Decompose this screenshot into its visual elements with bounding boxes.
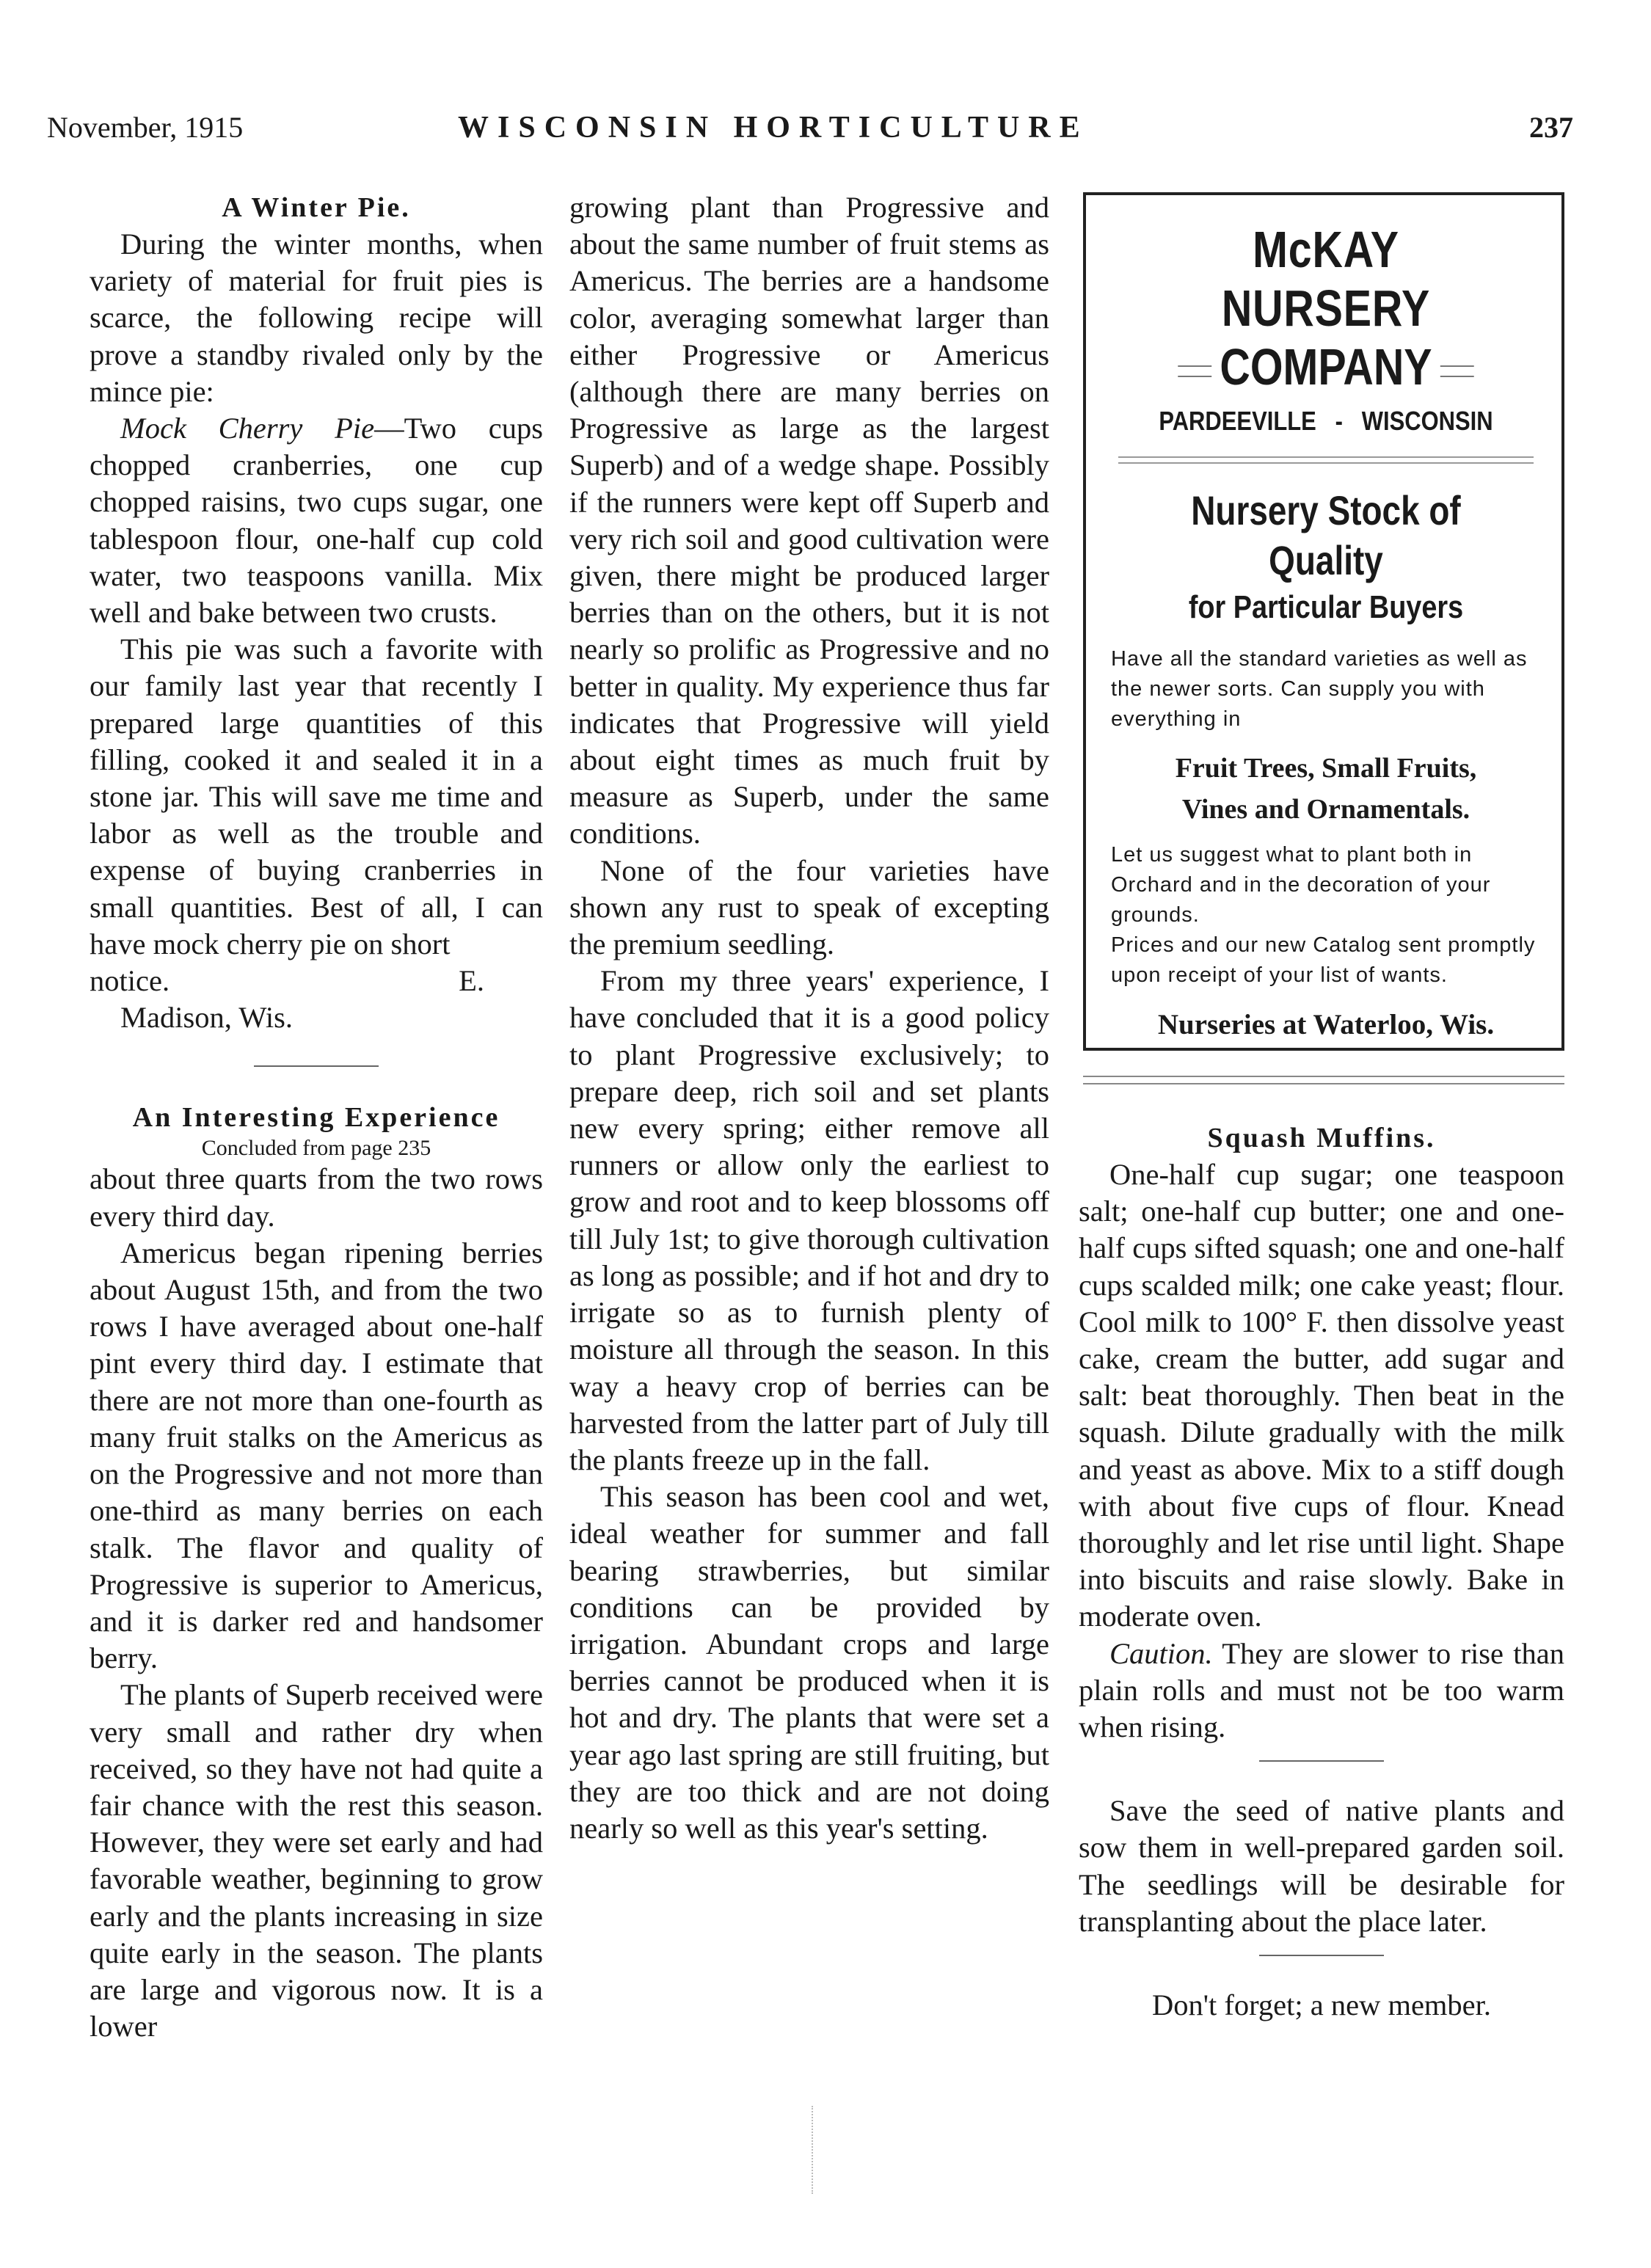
winter-pie-title: A Winter Pie. — [222, 192, 411, 223]
muffins-caution — [1079, 1636, 1564, 1746]
ad-bottom-rule — [1083, 1076, 1564, 1084]
notice-word: notice. — [90, 964, 170, 998]
ad-company-line — [1150, 338, 1503, 396]
member-reminder: Don't forget; a new member. — [1151, 1988, 1492, 2022]
page-number: 237 — [1529, 111, 1573, 144]
author-initial: E. — [459, 964, 484, 998]
ad-prices-text: Prices and our new Catalog sent promptly upon receipt of your list of wants. — [1111, 933, 1536, 987]
signature-line — [90, 963, 543, 999]
section-divider-3 — [1259, 1955, 1384, 1956]
experience-p5: None of the four varieties have shown any rust to speak of excepting the premium seedling. — [569, 853, 1049, 961]
winter-pie-intro: During the winter months, when variety of material for fruit pies is scarce, the following recipe will prove a standby rivaled only by the mince pie: — [90, 227, 543, 408]
page-header — [47, 110, 1573, 154]
ad-suggest-text: Let us suggest what to plant both in Orchard and in the decoration of your grounds. — [1111, 843, 1491, 927]
caution-lead: Caution. — [1109, 1636, 1213, 1670]
ad-nurseries-location: Nurseries at Waterloo, Wis. — [1157, 1009, 1495, 1040]
ad-company-word: COMPANY — [1220, 338, 1432, 395]
ad-fruit-line1: Fruit Trees, Small Fruits, — [1175, 753, 1477, 784]
experience-p2: Americus began ripening berries about August 15th, and from the two rows I have averaged about one-half pint every third day. I estimate that there are not more than one-fourth as many fruit stalks on the Americus as on the Progressive and not more than one-third as many berries on each stalk. The flavor and quality of Progressive is superior to Americus, and it is darker red and handsomer berry. — [90, 1236, 543, 1675]
experience-p6: From my three years' experience, I have concluded that it is a good policy to plant Progressive exclusively; to prepare deep, rich soil and set plants new every spring; either remove all runners or allow only the earliest to grow and root and to keep blossoms off till July 1st; to give thorough cultivation as long as possible; and if hot and dry to irrigate so as to furnish plenty of moisture all through the season. In this way a heavy crop of berries can be harvested from the latter part of July till the plants freeze up in the fall. — [569, 964, 1049, 1476]
experience-p4: growing plant than Progressive and about the same number of fruit stems as Americus. The berries are a handsome color, averaging somewhat larger than either Progressive or Americus (although there are many berries on Progressive as large as the largest Superb) and of a wedge shape. Possibly if the runners were kept off Superb and very rich soil and good cultivation were given, there might be produced larger berries than on the others, but it is not nearly so prolific as Progressive and no better in quality. My experience thus far indicates that Progressive will yield about eight times as much fruit by measure as Superb, under the same conditions. — [569, 191, 1049, 850]
column-1 — [90, 189, 543, 2045]
mock-cherry-body: —Two cups chopped cranberries, one cup chopped raisins, two cups sugar, one tablespoon flour, one-half cup cold water, two teaspoons vanilla. Mix well and bake between two crusts. — [90, 412, 543, 630]
ad-standard-text: Have all the standard varieties as well as the newer sorts. Can supply you with everything in — [1111, 647, 1528, 731]
ad-stock-line1: Nursery Stock of — [1191, 487, 1461, 533]
ad-ornament-left — [1178, 365, 1211, 377]
ad-buyers: for Particular Buyers — [1188, 589, 1464, 625]
nursery-advertisement — [1083, 192, 1564, 1051]
experience-p1: about three quarts from the two rows every third day. — [90, 1162, 543, 1233]
ad-location-sep: - — [1335, 406, 1343, 436]
column-3 — [1079, 1120, 1564, 2024]
ad-location — [1141, 404, 1511, 439]
experience-title: An Interesting Experience — [132, 1102, 500, 1134]
ad-stock-line2: Quality — [1269, 537, 1383, 583]
seeds-note: Save the seed of native plants and sow them in well-prepared garden soil. The seedlings will be desirable for transplanting about the place later. — [1079, 1794, 1564, 1938]
winter-pie-story: This pie was such a favorite with our family last year that recently I prepared large quantities of this filling, cooked it and sealed it in a stone jar. This will save me time and labor as well as the trouble and expense of buying cranberries in small quantities. Best of all, I can have mock cherry pie on short — [90, 632, 543, 960]
ad-location-state: WISCONSIN — [1361, 406, 1493, 436]
section-divider — [254, 1065, 379, 1067]
ad-fruit-line2: Vines and Ornamentals. — [1181, 794, 1470, 825]
caution-body: They are slower to rise than plain rolls and must not be too warm when rising. — [1079, 1636, 1564, 1744]
ad-location-city: PARDEEVILLE — [1159, 406, 1316, 436]
muffins-title: Squash Muffins. — [1207, 1123, 1436, 1153]
issue-date: November, 1915 — [47, 111, 244, 144]
muffins-recipe: One-half cup sugar; one teaspoon salt; one-half cup butter; one and one-half cups sifted squash; one and one-half cups scalded milk; one cake yeast; flour. Cool milk to 100° F. then dissolve yeast cake, cream the butter, add sugar and salt: beat thoroughly. Then beat in the squash. Dilute gradually with the milk and yeast as above. Mix to a stiff dough with about five cups of flour. Knead thoroughly and let rise until light. Shape into biscuits and raise slowly. Bake in moderate oven. — [1079, 1158, 1564, 1633]
experience-p3: The plants of Superb received were very small and rather dry when received, so they have not had quite a fair chance with the rest this season. However, they were set early and had favorable weather, beginning to grow early and the plants increasing in size quite early in the season. The plants are large and vigorous now. It is a lower — [90, 1678, 543, 2043]
ad-divider — [1118, 456, 1534, 464]
page-fold-mark — [812, 2106, 814, 2194]
mock-cherry-lead: Mock Cherry Pie — [120, 412, 375, 445]
ad-ornament-right — [1440, 365, 1474, 377]
experience-subtitle: Concluded from page 235 — [201, 1136, 431, 1161]
journal-title: WISCONSIN HORTICULTURE — [458, 111, 1089, 145]
mock-cherry-recipe — [90, 410, 543, 631]
author-place: Madison, Wis. — [120, 1001, 294, 1035]
column-2 — [569, 189, 1049, 1847]
ad-company-name: McKAY NURSERY — [1221, 221, 1431, 337]
section-divider-2 — [1259, 1760, 1384, 1762]
experience-p7: This season has been cool and wet, ideal weather for summer and fall bearing strawberries, but similar conditions can be provided by irrigation. Abundant crops and large berries cannot be produced when it is hot and dry. The plants that were set a year ago last spring are still fruiting, but they are too thick and are not doing nearly so well as this year's setting. — [569, 1480, 1049, 1845]
